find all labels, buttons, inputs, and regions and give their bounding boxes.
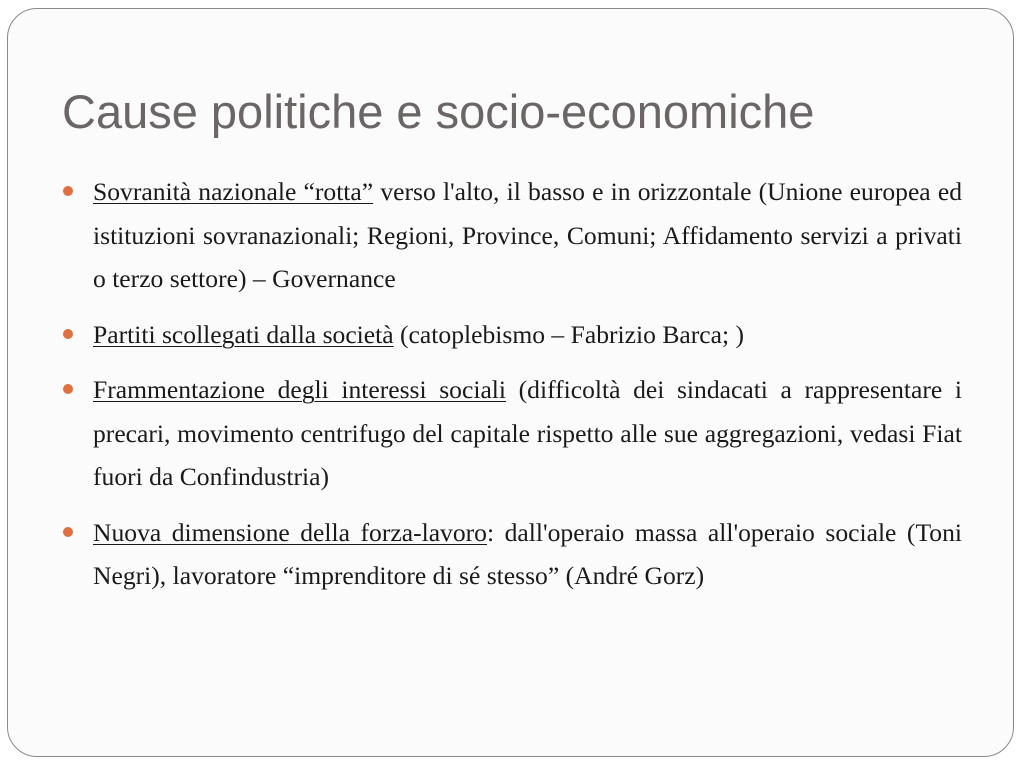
bullet-dot-icon — [63, 186, 73, 196]
bullet-key-phrase: Partiti scollegati dalla società — [93, 319, 394, 349]
bullet-text: (difficoltà dei sindacati a rappresentare i precari, movimento centrifugo del capitale rispetto alle sue aggregazioni, vedasi Fiat fuori da Confindustria) — [93, 375, 962, 491]
bullet-item — [62, 511, 962, 598]
bullet-key-phrase: Nuova dimensione della forza-lavoro — [93, 517, 487, 547]
bullet-key-phrase: Frammentazione degli interessi sociali — [93, 375, 507, 404]
bullet-key-phrase: Sovranità nazionale “rotta” — [93, 177, 374, 206]
bullet-item — [62, 368, 962, 499]
slide-title: Cause politiche e socio-economiche — [62, 85, 815, 138]
bullet-text: verso l'alto, il basso e in orizzontale (Unione europea ed istituzioni sovranazionali; Regioni, Province, Comuni; Affidamento servizi a privati o terzo settore) – Governance — [93, 177, 963, 293]
bullet-dot-icon — [63, 329, 73, 339]
bullet-item — [62, 170, 962, 301]
bullet-dot-icon — [63, 384, 73, 394]
bullet-item — [62, 313, 962, 357]
bullet-text: : dall'operaio massa all'operaio sociale (Toni Negri), lavoratore “imprenditore di sé stesso” (André Gorz) — [93, 517, 963, 590]
bullet-dot-icon — [63, 527, 73, 537]
bullet-text: (catoplebismo – Fabrizio Barca; ) — [393, 319, 745, 349]
bullet-list — [62, 170, 962, 610]
